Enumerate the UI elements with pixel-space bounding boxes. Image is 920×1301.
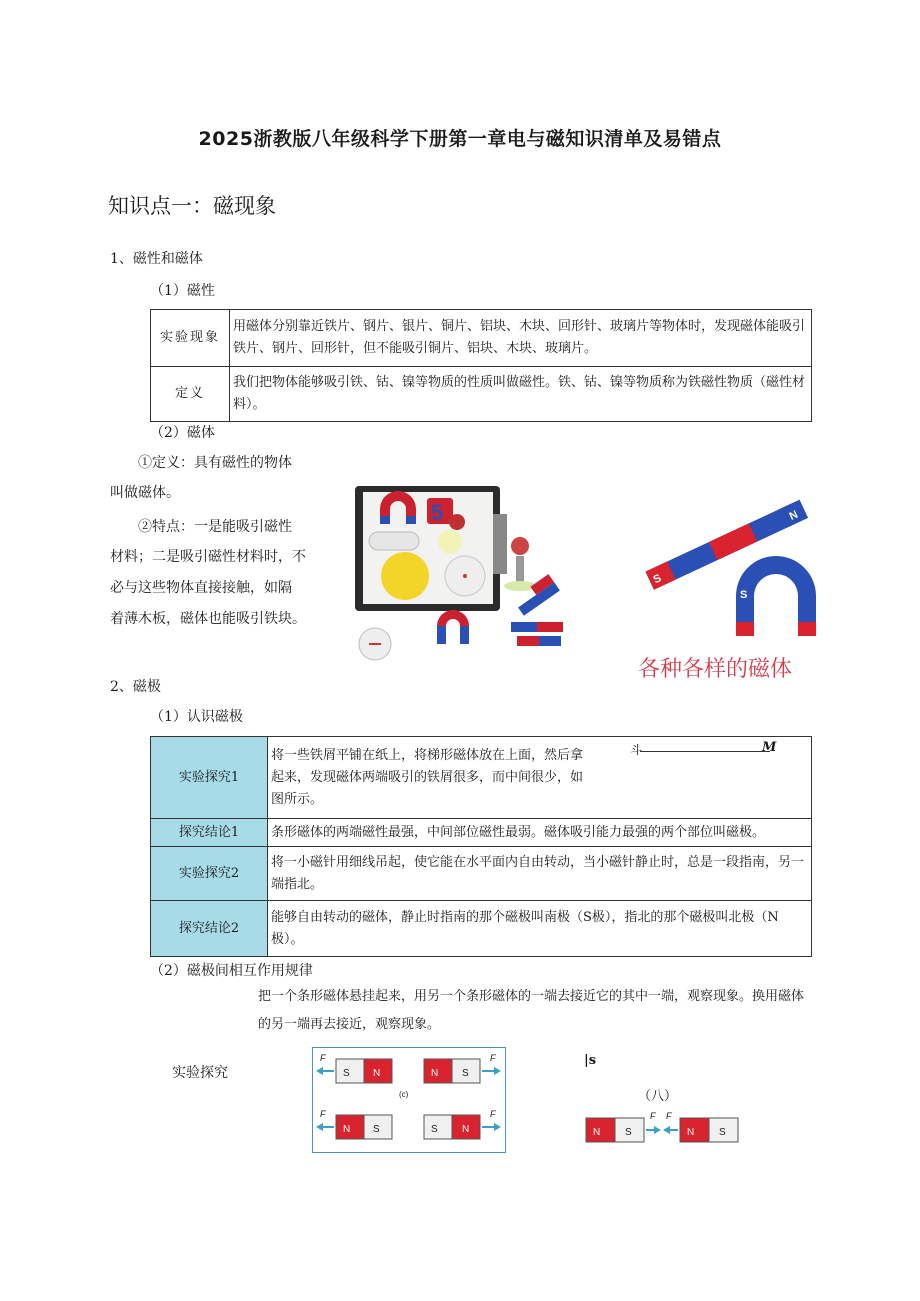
fig-c-br-s: S [431, 1124, 438, 1135]
table1-label-phenomenon: 实验现象 [151, 310, 230, 367]
fig-c-tr-s: S [462, 1068, 469, 1079]
table2-con1-text: 条形磁体的两端磁性最强，中间部位磁性最弱。磁体吸引能力最强的两个部位叫磁极。 [268, 819, 812, 847]
fig-a-right-s: S [719, 1127, 726, 1138]
magnet-kit-photo [345, 484, 590, 666]
figure-side-mark: |s [584, 1053, 597, 1068]
feature-line-2: 材料；二是吸引磁性材料时，不 [110, 549, 306, 565]
repulsion-figure [312, 1047, 506, 1153]
fig-c-label: (c) [399, 1090, 409, 1099]
table2-label-exp1: 实验探究1 [151, 737, 268, 819]
table2-exp1-line-3: 图所示。 [271, 791, 324, 807]
exp1-figure-left-mark: 斗 [630, 743, 643, 757]
fig-c-br-force: F [490, 1109, 496, 1119]
fig-a-left-s: S [625, 1127, 632, 1138]
document-title: 2025浙教版八年级科学下册第一章电与磁知识清单及易错点 [198, 128, 722, 150]
table2-label-con1: 探究结论1 [151, 819, 268, 847]
table1-text-phenomenon: 用磁体分别靠近铁片、钢片、银片、铜片、铝块、木块、回形针、玻璃片等物体时，发现磁体能吸引铁片、钢片、回形针，但不能吸引铜片、铝块、木块、玻璃片。 [230, 310, 812, 367]
attraction-figure [584, 1110, 740, 1146]
table2-con2-line-2: 极）。 [271, 931, 304, 947]
bar-magnet-s-label: S [651, 572, 664, 587]
definition-line-1: ①定义：具有磁性的物体 [138, 455, 292, 471]
fig-a-left-force: F [650, 1111, 656, 1121]
table2-label-exp2: 实验探究2 [151, 847, 268, 901]
fig-c-tr-force: F [490, 1053, 496, 1063]
magnets-caption: 各种各样的磁体 [638, 657, 793, 682]
fig-a-right-force: F [666, 1111, 672, 1121]
table2-label-con2: 探究结论2 [151, 901, 268, 957]
fig-c-tl-n: N [373, 1068, 381, 1079]
feature-line-3: 必与这些物体直接接触，如隔 [110, 580, 292, 596]
bar-magnet-n-label: N [787, 508, 800, 523]
fig-c-bl-s: S [373, 1124, 380, 1135]
fig-a-left-n: N [593, 1127, 601, 1138]
law-line-1: 把一个条形磁体悬挂起来，用另一个条形磁体的一端去接近它的其中一端，观察现象。换用磁体 [258, 989, 805, 1004]
subheading-poles: 2、磁极 [110, 679, 161, 695]
table2-exp2-line-1: 将一小磁针用细线吊起，使它能在水平面内自由转动，当小磁针静止时，总是一段指南，另一 [271, 854, 805, 870]
table1-text-definition: 我们把物体能够吸引铁、钴、镍等物质的性质叫做磁性。铁、钴、镍等物质称为铁磁性物质（磁性材料）。 [230, 367, 812, 422]
figure-a-label: （八） [638, 1089, 678, 1104]
fig-c-tr-n: N [431, 1068, 439, 1079]
magnetism-table [150, 309, 812, 422]
table1-label-definition: 定义 [151, 367, 230, 422]
fig-c-bl-force: F [320, 1109, 326, 1119]
subheading-pole-interaction: （2）磁极间相互作用规律 [150, 963, 313, 979]
definition-line-2: 叫做磁体。 [110, 485, 180, 501]
experiment-label: 实验探究 [172, 1065, 228, 1081]
feature-line-4: 着薄木板，磁体也能吸引铁块。 [110, 611, 306, 627]
fig-c-bl-n: N [343, 1124, 351, 1135]
fig-a-right-n: N [687, 1127, 695, 1138]
law-line-2: 的另一端再去接近，观察现象。 [258, 1017, 441, 1032]
table2-exp2-line-2: 端指北。 [271, 876, 324, 892]
exp1-figure-line [640, 751, 770, 752]
section-heading-magnetism: 知识点一：磁现象 [108, 194, 276, 218]
subheading-magnetism-magnets: 1、磁性和磁体 [110, 251, 203, 267]
subheading-magnetism: （1）磁性 [150, 283, 215, 299]
table2-exp1-line-1: 将一些铁屑平铺在纸上，将梯形磁体放在上面，然后拿 [271, 747, 584, 763]
fig-c-tl-s: S [343, 1068, 350, 1079]
feature-line-1: ②特点：一是能吸引磁性 [138, 519, 292, 535]
svg-text:5: 5 [431, 500, 444, 525]
fig-c-tl-force: F [320, 1053, 326, 1063]
exp1-figure-right-mark: M [762, 740, 777, 755]
fig-c-br-n: N [462, 1124, 470, 1135]
table2-exp1-line-2: 起来，发现磁体两端吸引的铁屑很多，而中间很少，如 [271, 769, 584, 785]
table2-con2-line-1: 能够自由转动的磁体，静止时指南的那个磁极叫南极（S极），指北的那个磁极叫北极（N [271, 909, 779, 925]
horseshoe-s-label: S [740, 589, 748, 601]
poles-table [150, 736, 812, 957]
bar-horseshoe-magnets-photo [628, 486, 820, 644]
subheading-know-poles: （1）认识磁极 [150, 709, 243, 725]
subheading-magnet: （2）磁体 [150, 425, 215, 441]
